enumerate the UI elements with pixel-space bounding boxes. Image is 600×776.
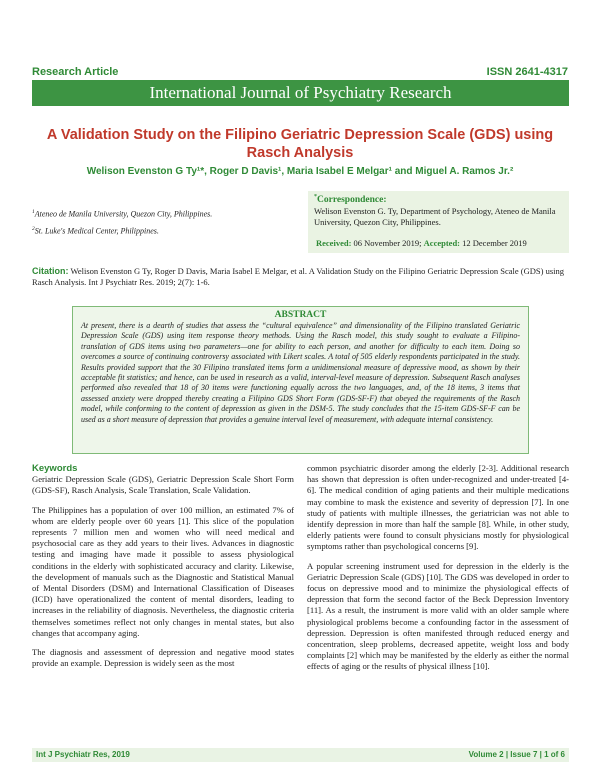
body-column-left: [32, 463, 294, 677]
accepted-label: Accepted:: [423, 238, 461, 248]
abstract-text: At present, there is a dearth of studies that assess the “cultural equivalence” and dimensionality of the Filipino translated Geriatric Depression Scale (GDS) using item response theory methods. Using the Rasch model, this study sought to evaluate a Filipino-translation of GDS items using two parameters—one for ability to each person, and another for difficulty to each item. Doing so overcomes a source of continuing controversy associated with Likert scales. A total of 505 elderly respondents participated in the study. Results provided support that the 30 Filipino translated items form a unidimensional measure of depressive mood, as shown by their acceptable fit statistics; and hence, can be used in research as a valid, interval-level measure of depression. Subsequent Rasch analyses performed also revealed that 18 of 30 items were functioning equally across the two languages, and, of the 18 items, 3 items that assessed anxiety were dropped thereby creating a Filipino GDS Short Form (GDS-SF-F) that obeyed the requirements of the Rasch model, while conforming to the content of depression as given in the DSM-5. The study concludes that the 15-item GDS-SF-F can be used as a short measure of depression that provides a genuine interval level of measurement, with adequate internal consistency.: [81, 321, 520, 424]
keywords-heading: Keywords: [32, 463, 78, 474]
correspondence-heading: [314, 194, 563, 205]
citation-block: [32, 266, 569, 288]
keywords-text: Geriatric Depression Scale (GDS), Geriatric Depression Scale Short Form (GDS-SF), Rasch Analysis, Scale Translation, Scale Validation.: [32, 474, 294, 496]
body-column-right: [307, 463, 569, 681]
citation-label: Citation:: [32, 266, 69, 276]
footer-volume-info: Volume 2 | Issue 7 | 1 of 6: [468, 750, 565, 759]
citation-text: Welison Evenston G Ty, Roger D Davis, Maria Isabel E Melgar, et al. A Validation Study on the Filipino Geriatric Depression Scale (GDS) using Rasch Analysis. Int J Psychiatr Res. 2019; 2(7): 1-6.: [32, 266, 564, 287]
footer-journal-ref: Int J Psychiatr Res, 2019: [36, 750, 130, 759]
body-paragraph: The Philippines has a population of over 100 million, an estimated 7% of whom are elderly people over 60 years [1]. This slice of the population represents 7 million men and women who will need medical and psychosocial care as they add years to their lives. Advances in diagnostic testing and imaging have made it possible to assess physiological conditions in the elderly with sophisticated accuracy and clarity. Likewise, the development of manuals such as the Diagnostic and Statistical Manual of Mental Disorders (DSM) and International Classification of Diseases (ICD) have operationalized the content of mental disorders, leading to increases in the reliability of diagnosis. Nevertheless, the diagnostic criteria themselves sometimes reflect not only changes in mental states, but also changes that accompany aging.: [32, 504, 294, 638]
body-paragraph: common psychiatric disorder among the elderly [2-3]. Additional research has shown that depression is often under-recognized and under-treated [4-6]. The medical condition of aging patients and their multiple medications may combine to mask the existence and severity of depression [7]. In one study of patients with multiple illnesses, the geriatrician was not able to identify depression in more than half the sample [8]. While, in other study, elderly patients were found to consult physicians mostly for physiological symptoms rather than psychological concerns [9].: [307, 463, 569, 552]
accepted-date: 12 December 2019: [462, 238, 527, 248]
received-label: Received:: [316, 238, 352, 248]
affiliation-2-text: St. Luke's Medical Center, Philippines.: [34, 226, 159, 236]
body-paragraph: The diagnosis and assessment of depression and negative mood states provide an example. Depression is widely seen as the most: [32, 647, 294, 669]
affiliation-2-sup: 2: [32, 226, 35, 232]
abstract-box: [72, 306, 529, 454]
article-dates: [316, 238, 527, 248]
affiliation-1-sup: 1: [32, 209, 35, 215]
abstract-heading: ABSTRACT: [274, 310, 327, 320]
article-type-label: Research Article: [32, 66, 119, 78]
author-list: Welison Evenston G Ty¹*, Roger D Davis¹, Maria Isabel E Melgar¹ and Miguel A. Ramos Jr.²: [86, 166, 514, 177]
correspondence-heading-text: Correspondence:: [317, 195, 387, 206]
affiliation-1: [32, 209, 212, 219]
correspondence-text: Welison Evenston G. Ty, Department of Psychology, Ateneo de Manila University, Quezon City, Philippines.: [314, 206, 556, 228]
correspondence-sup: *: [314, 194, 317, 200]
journal-banner: International Journal of Psychiatry Research: [32, 80, 569, 106]
affiliation-1-text: Ateneo de Manila University, Quezon City, Philippines.: [34, 209, 213, 219]
body-paragraph: A popular screening instrument used for depression in the elderly is the Geriatric Depression Scale (GDS) [10]. The GDS was developed in order to focus on depressive mood and to minimize the physiological effects of depression that form the second factor of the Beck Depression Inventory [11]. As a result, the instrument is more valid with an older sample where physiological problems become a confounding factor in the assessment of depression. Depression is often manifested through reduced energy and concentration, sleep problems, decreased appetite, weight loss and body complaints [2] which may be manifested by the elderly as either the normal effects of aging or the results of physical illness [10].: [307, 560, 569, 672]
page-footer: [32, 748, 569, 762]
received-date: 06 November 2019;: [353, 238, 422, 248]
article-title: A Validation Study on the Filipino Geriatric Depression Scale (GDS) using Rasch Analysis: [46, 127, 554, 161]
issn-label: ISSN 2641-4317: [486, 66, 568, 78]
affiliation-2: [32, 226, 159, 236]
